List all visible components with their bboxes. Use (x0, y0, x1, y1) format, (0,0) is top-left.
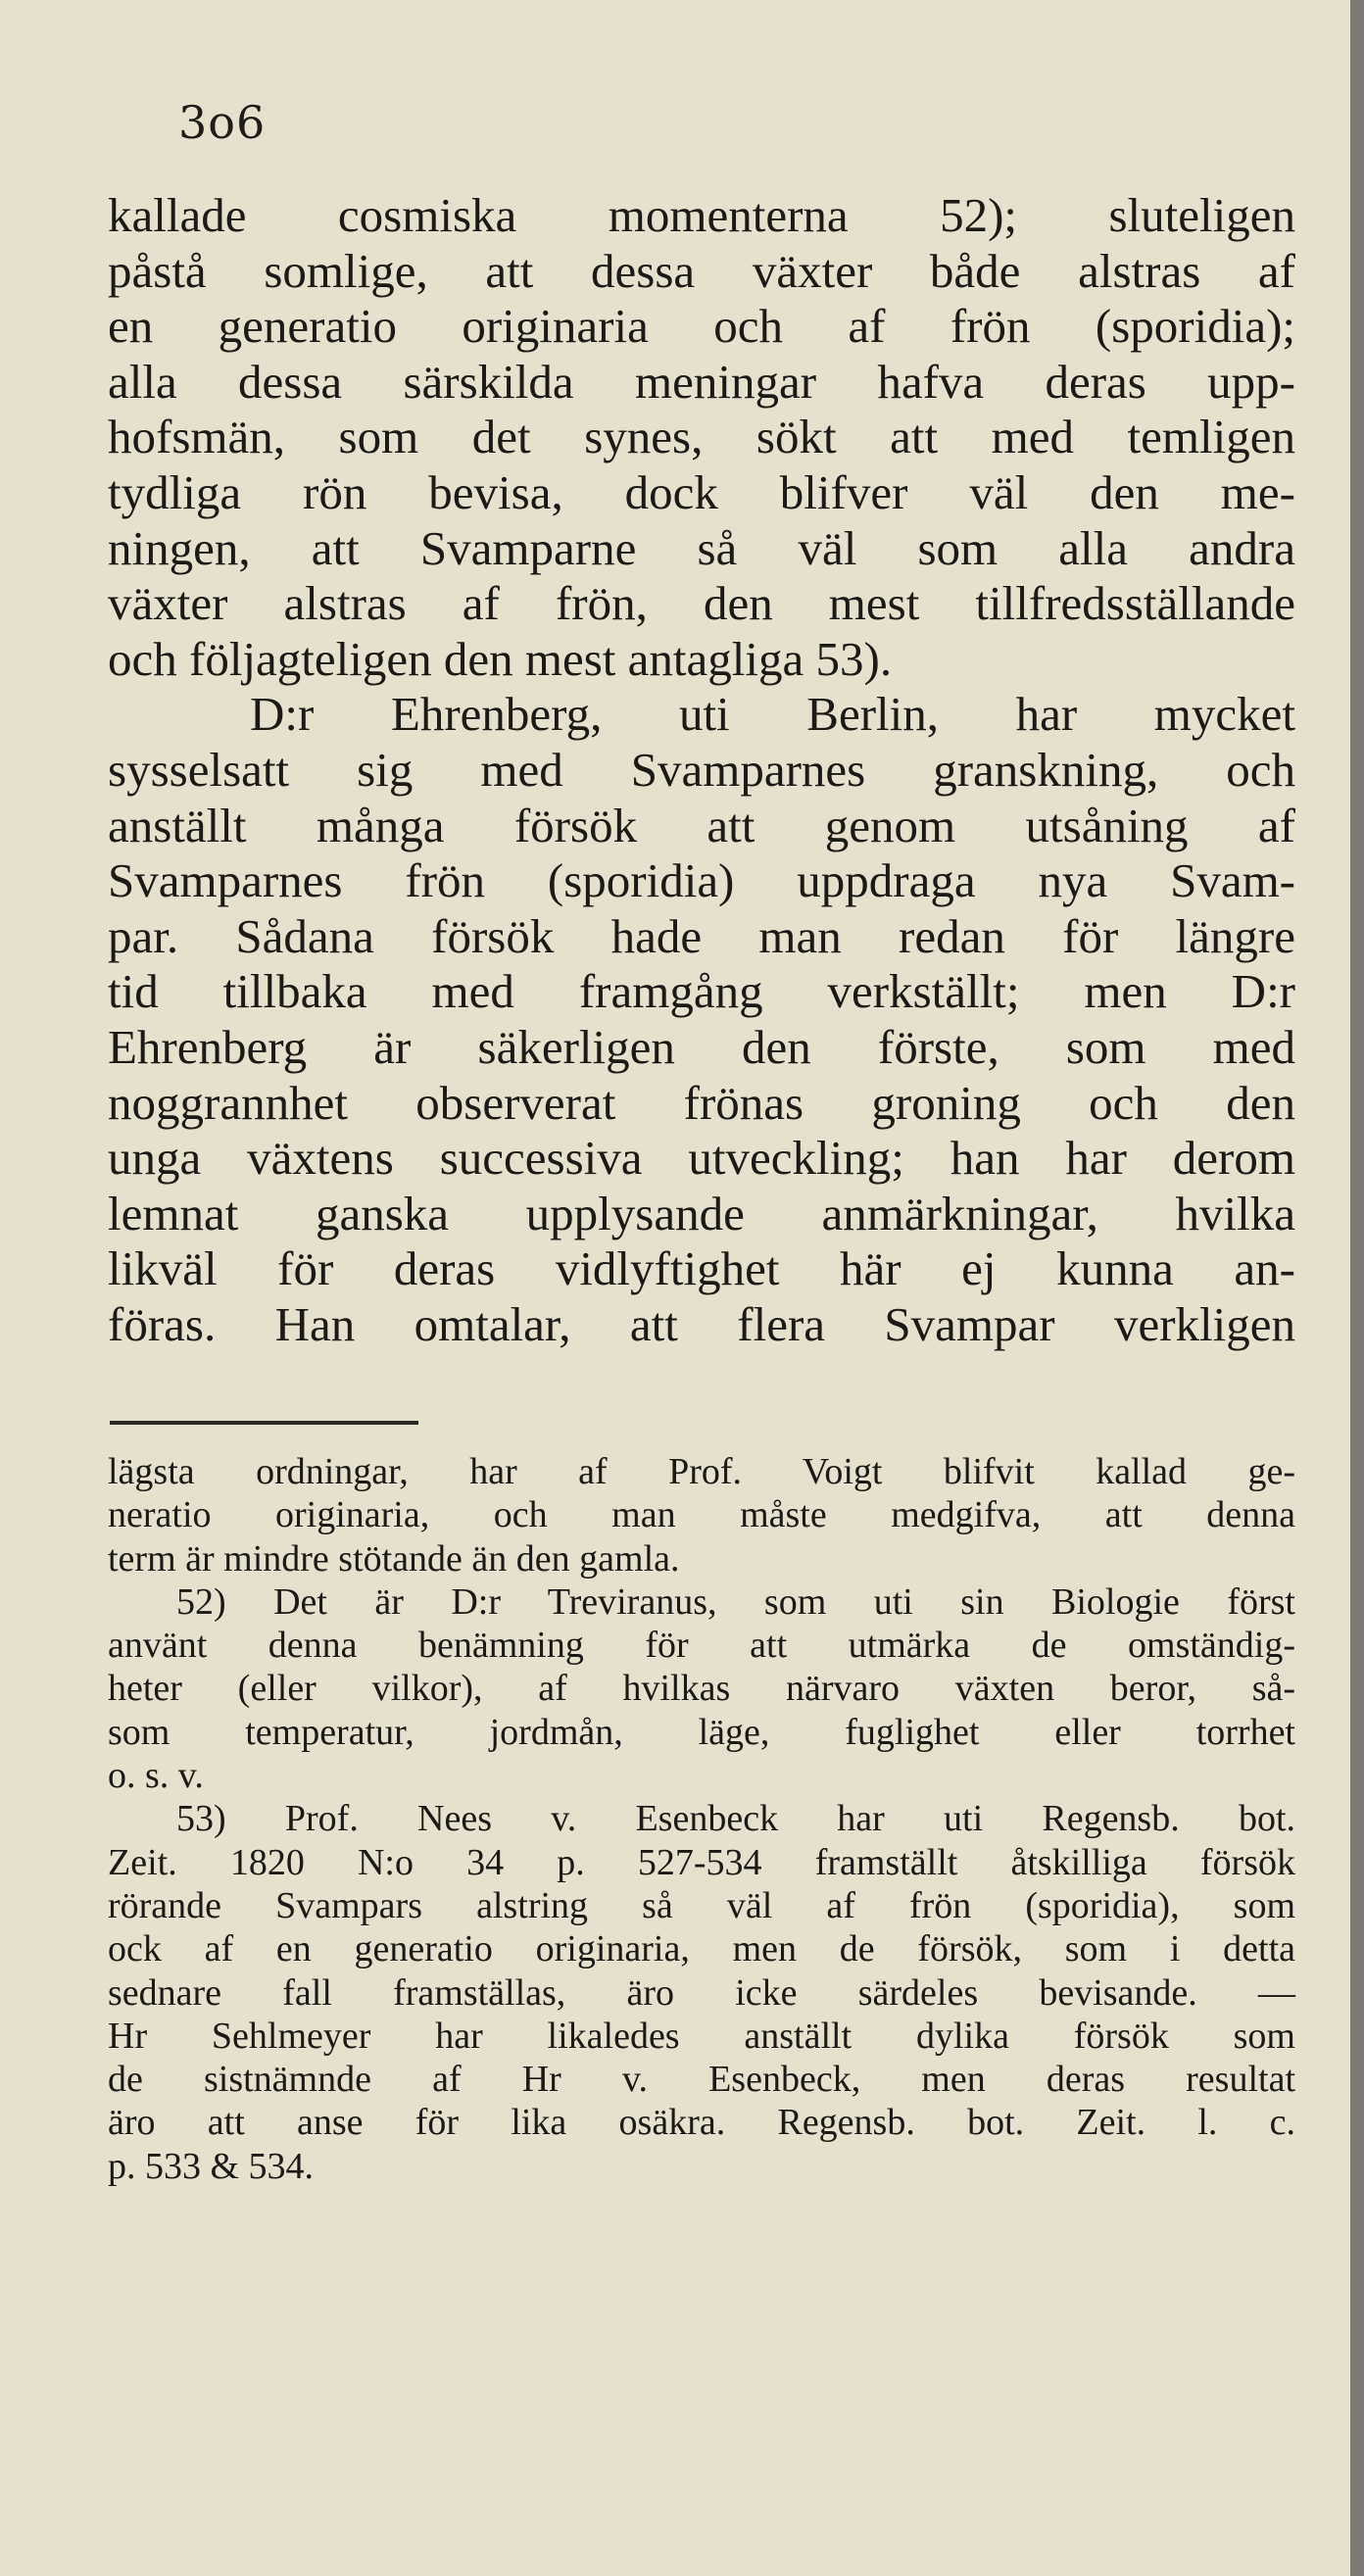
footnote-line: sednare fall framställas, äro icke särdeles bevisande. — (108, 1971, 1295, 2014)
text-line: kallade cosmiska momenterna 52); sluteligen (108, 188, 1295, 242)
text-line: tid tillbaka med framgång verkställt; men D:r (108, 964, 1295, 1019)
page-number: 3o6 (178, 96, 267, 149)
text-line: par. Sådana försök hade man redan för längre (108, 908, 1295, 963)
footnote-line: rörande Svampars alstring så väl af frön (sporidia), som (108, 1884, 1295, 1926)
footnote-line: 52) Det är D:r Treviranus, som uti sin Biologie först (176, 1580, 1295, 1623)
footnote-line: som temperatur, jordmån, läge, fuglighet eller torrhet (108, 1711, 1295, 1753)
text-line: alla dessa särskilda meningar hafva deras upp- (108, 354, 1295, 409)
footnote-line: heter (eller vilkor), af hvilkas närvaro växten beror, så- (108, 1668, 1295, 1710)
footnote-line: Zeit. 1820 N:o 34 p. 527-534 framställt åtskilliga försök (108, 1841, 1295, 1883)
text-line: en generatio originaria och af frön (sporidia); (108, 299, 1295, 354)
footnote-line: neratio originaria, och man måste medgifva, att denna (108, 1494, 1295, 1536)
text-line: lemnat ganska upplysande anmärkningar, hvilka (108, 1186, 1295, 1240)
footnote-line: använt denna benämning för att utmärka de omständig- (108, 1625, 1295, 1667)
footnote-line: de sistnämnde af Hr v. Esenbeck, men deras resultat (108, 2059, 1295, 2101)
footnote-line: Hr Sehlmeyer har likaledes anställt dylika försök som (108, 2015, 1295, 2057)
footnote-line: term är mindre stötande än den gamla. (108, 1537, 680, 1580)
text-line: Svamparnes frön (sporidia) uppdraga nya Svam- (108, 853, 1295, 908)
footnote-line: 53) Prof. Nees v. Esenbeck har uti Regensb. bot. (176, 1798, 1295, 1840)
text-line: D:r Ehrenberg, uti Berlin, har mycket (250, 687, 1295, 742)
text-line: tydliga rön bevisa, dock blifver väl den me- (108, 464, 1295, 519)
footnote-line: lägsta ordningar, har af Prof. Voigt blifvit kallad ge- (108, 1451, 1295, 1492)
footnote-line: o. s. v. (108, 1755, 204, 1797)
footnote-line: äro att anse för lika osäkra. Regensb. bot. Zeit. l. c. (108, 2102, 1295, 2144)
text-line: likväl för deras vidlyftighet här ej kunna an- (108, 1241, 1295, 1296)
text-line: hofsmän, som det synes, sökt att med temligen (108, 410, 1295, 464)
text-line: växter alstras af frön, den mest tillfredsställande (108, 576, 1295, 631)
footnote-line: ock af en generatio originaria, men de försök, som i detta (108, 1928, 1295, 1970)
text-line: ningen, att Svamparne så väl som alla andra (108, 520, 1295, 575)
main-text-block (108, 188, 1295, 1352)
text-line: påstå somlige, att dessa växter både alstras af (108, 243, 1295, 298)
text-line: Ehrenberg är säkerligen den förste, som med (108, 1019, 1295, 1074)
text-line: föras. Han omtalar, att flera Svampar verkligen (108, 1296, 1295, 1351)
text-line: sysselsatt sig med Svamparnes granskning, och (108, 742, 1295, 797)
footnotes-block (108, 1450, 1295, 2188)
text-line: och följagteligen den mest antagliga 53). (108, 631, 893, 686)
footnote-divider (110, 1421, 418, 1425)
text-line: unga växtens successiva utveckling; han har derom (108, 1131, 1295, 1186)
text-line: noggrannhet observerat frönas groning och den (108, 1075, 1295, 1130)
footnote-line: p. 533 & 534. (108, 2145, 315, 2187)
text-line: anställt många försök att genom utsåning af (108, 798, 1295, 852)
